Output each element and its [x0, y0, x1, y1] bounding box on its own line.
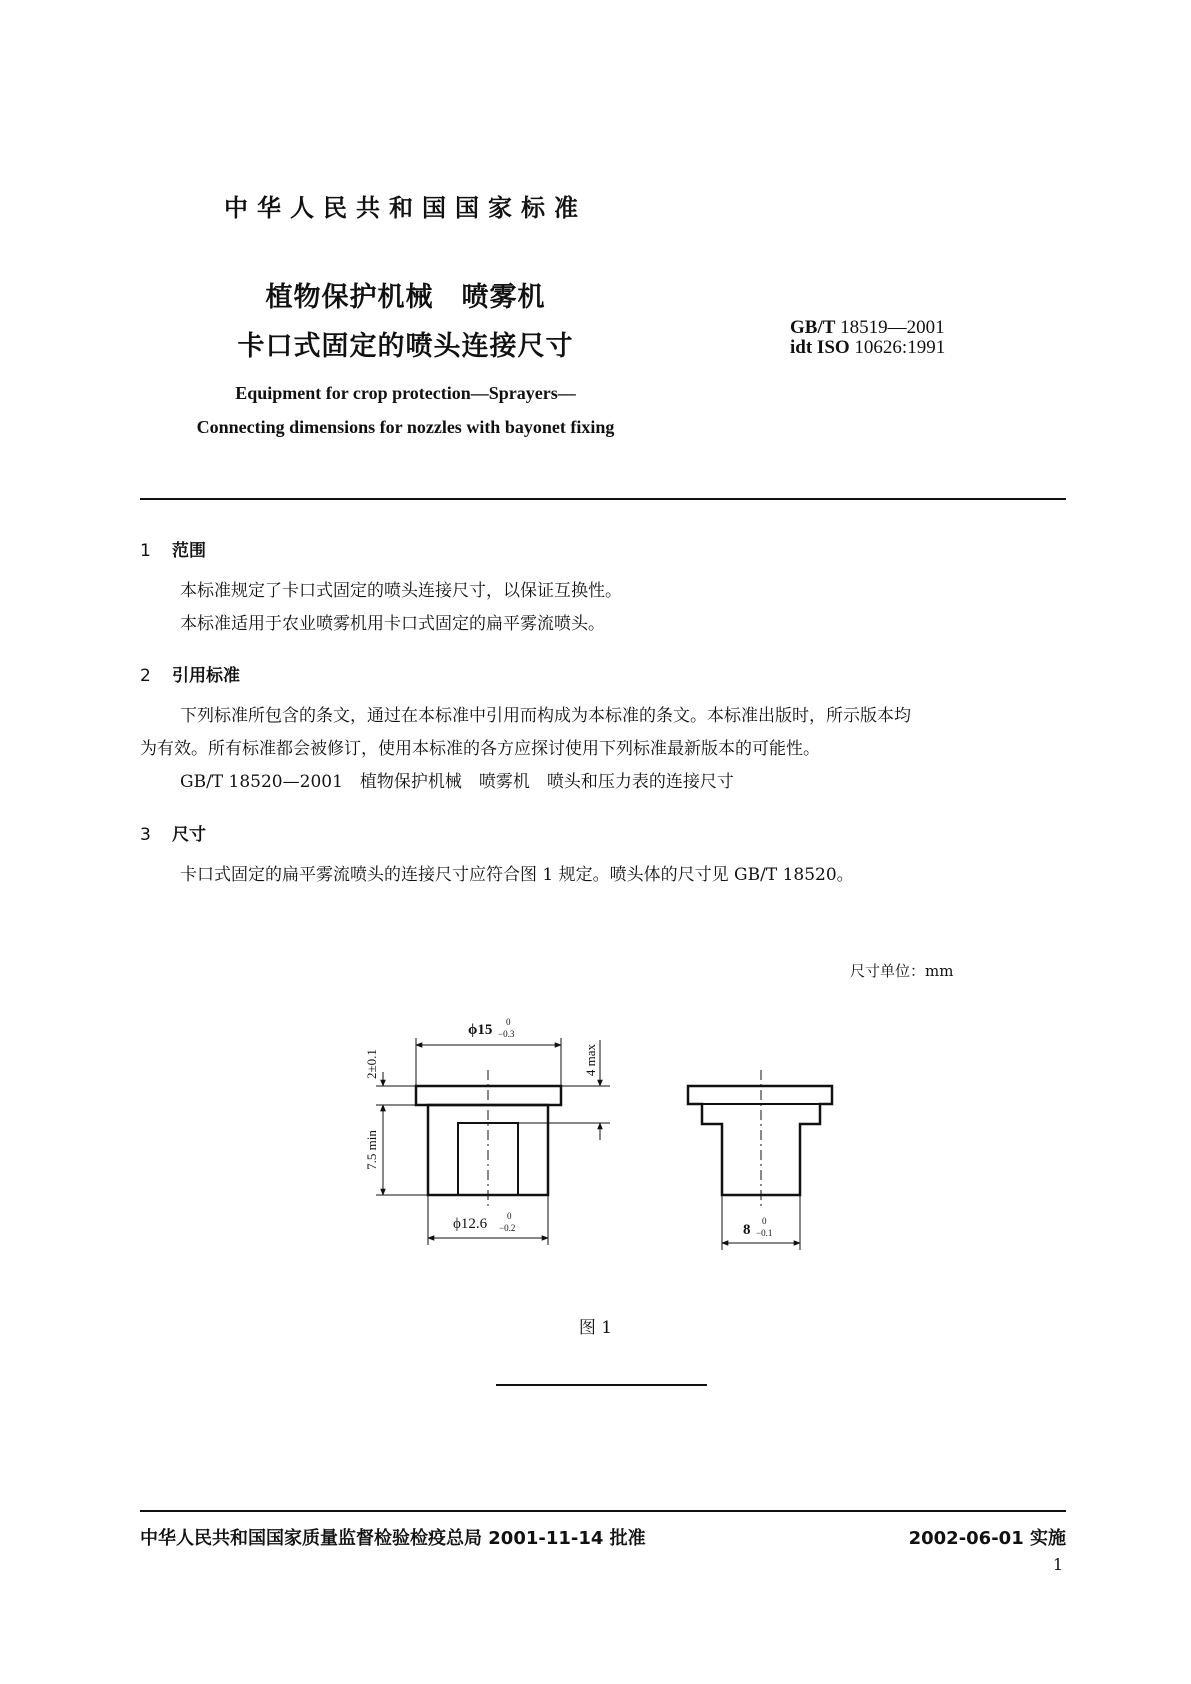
dim-top-diameter: ϕ15: [468, 1022, 493, 1038]
dim-flange-thickness: 2±0.1: [364, 1049, 379, 1079]
section-title: 尺寸: [172, 825, 206, 845]
section-number: 3: [140, 825, 151, 845]
dim-body-lower-tol: −0.2: [499, 1223, 516, 1233]
approval-statement: 中华人民共和国国家质量监督检验检疫总局 2001-11-14 批准: [140, 1528, 646, 1549]
dim-body-min: 7.5 min: [364, 1130, 379, 1170]
title-cn-line1: 植物保护机械 喷雾机: [265, 282, 546, 313]
figure-caption: 图 1: [578, 1318, 613, 1338]
references-paragraph-1-cont: 为有效。所有标准都会被修订，使用本标准的各方应探讨使用下列标准最新版本的可能性。: [140, 739, 820, 759]
section-number: 1: [140, 541, 151, 561]
end-mark-line: [496, 1384, 707, 1386]
header-divider: [140, 498, 1066, 500]
title-cn-line2: 卡口式固定的喷头连接尺寸: [237, 331, 574, 362]
dim-body-upper-tol: 0: [507, 1211, 512, 1221]
references-paragraph-1: 下列标准所包含的条文，通过在本标准中引用而构成为本标准的条文。本标准出版时，所示版本均: [180, 706, 911, 726]
dimensions-paragraph: 卡口式固定的扁平雾流喷头的连接尺寸应符合图 1 规定。喷头体的尺寸见 GB/T 18520。: [180, 865, 854, 885]
reference-item: GB/T 18520—2001 植物保护机械 喷雾机 喷头和压力表的连接尺寸: [180, 772, 734, 792]
section-heading-dimensions: [140, 820, 206, 845]
footer-divider: [140, 1510, 1066, 1512]
dim-body-diameter: ϕ12.6: [453, 1216, 488, 1232]
dim-side-lower-tol: −0.1: [756, 1228, 773, 1238]
section-title: 范围: [172, 541, 206, 561]
page-number: 1: [1052, 1555, 1063, 1574]
title-en-line2: Connecting dimensions for nozzles with bayonet fixing: [196, 417, 615, 437]
national-standard-label: 中华人民共和国国家标准: [224, 194, 587, 222]
dim-side-upper-tol: 0: [762, 1216, 767, 1226]
std-number-value: 18519—2001: [840, 317, 945, 338]
dim-top-lower-tol: −0.3: [498, 1029, 515, 1039]
std-number-label: GB/T: [790, 317, 836, 338]
dim-top-upper-tol: 0: [506, 1017, 511, 1027]
effective-date: 2002-06-01 实施: [908, 1528, 1066, 1549]
dim-4-max: 4 max: [583, 1043, 598, 1077]
section-number: 2: [140, 666, 151, 686]
section-heading-references: [140, 661, 240, 686]
section-title: 引用标准: [172, 666, 240, 686]
idt-value: 10626:1991: [854, 337, 946, 358]
nozzle-dimension-figure: [340, 1000, 860, 1260]
unit-note: 尺寸单位：mm: [850, 962, 954, 980]
scope-paragraph-1: 本标准规定了卡口式固定的喷头连接尺寸，以保证互换性。: [180, 581, 622, 601]
idt-label: idt ISO: [790, 337, 850, 358]
standard-number-block: [790, 318, 945, 358]
dim-side-width: 8: [743, 1222, 751, 1238]
title-en-line1: Equipment for crop protection—Sprayers—: [235, 383, 576, 403]
scope-paragraph-2: 本标准适用于农业喷雾机用卡口式固定的扁平雾流喷头。: [180, 614, 605, 634]
side-view-outline: [688, 1086, 832, 1195]
section-heading-scope: [140, 536, 206, 561]
